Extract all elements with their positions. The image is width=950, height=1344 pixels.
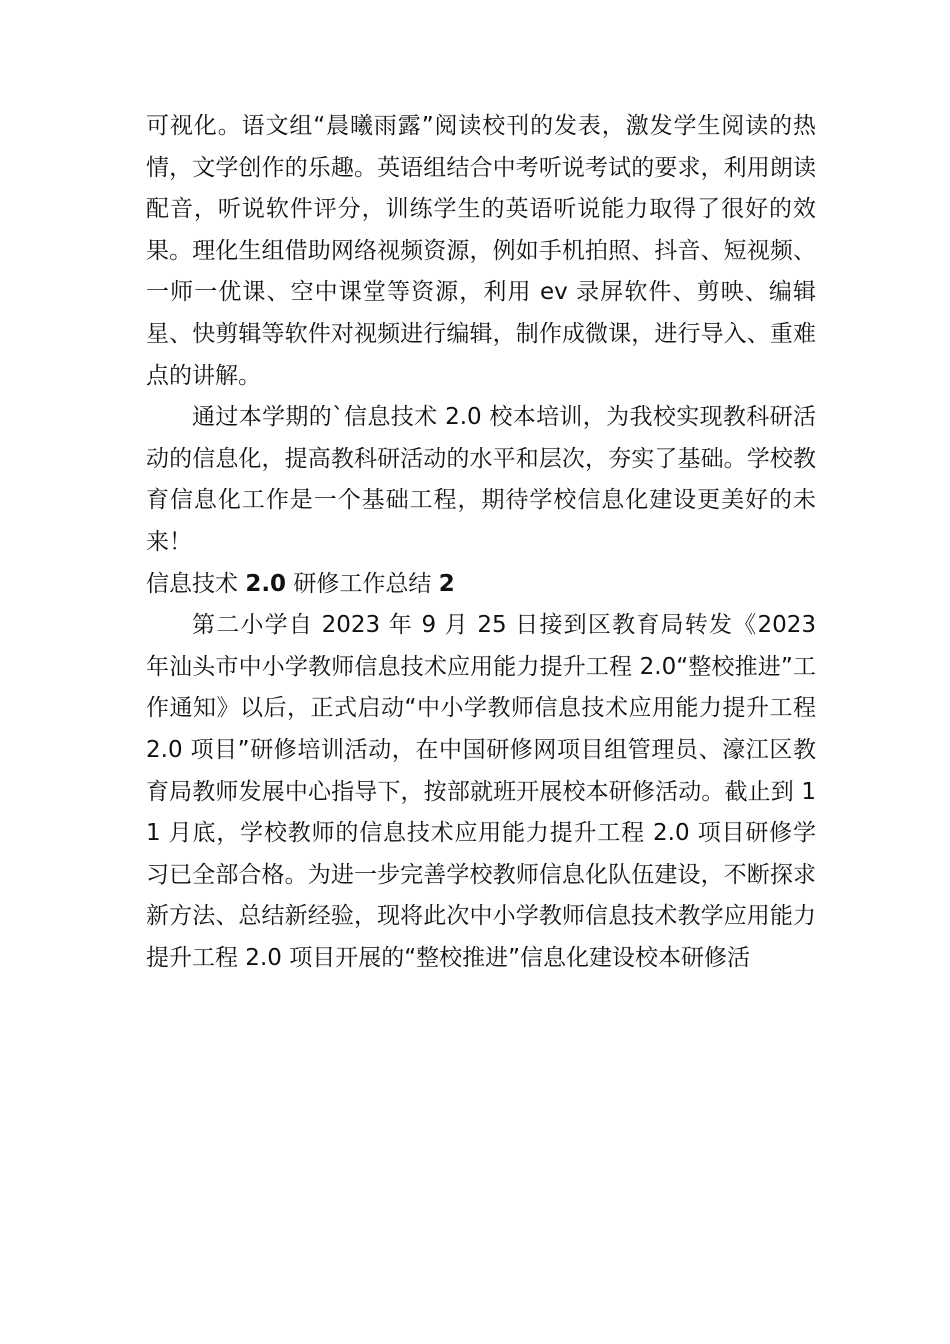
paragraph-conclusion: 通过本学期的`信息技术 2.0 校本培训，为我校实现教科研活动的信息化，提高教科研活动的水平和层次，夯实了基础。学校教育信息化工作是一个基础工程，期待学校信息化建设更美好的未来！ <box>146 404 816 555</box>
heading-number: 2 <box>438 570 455 597</box>
paragraph-continuation: 可视化。语文组“晨曦雨露”阅读校刊的发表，激发学生阅读的热情，文学创作的乐趣。英语组结合中考听说考试的要求，利用朗读配音，听说软件评分，训练学生的英语听说能力取得了很好的效果。理化生组借助网络视频资源，例如手机拍照、抖音、短视频、一师一优课、空中课堂等资源，利用 ev 录屏软件、剪映、编辑星、快剪辑等软件对视频进行编辑，制作成微课，进行导入、重难点的讲解。 <box>146 113 816 389</box>
paragraph-section-intro: 第二小学自 2023 年 9 月 25 日接到区教育局转发《2023 年汕头市中小学教师信息技术应用能力提升工程 2.0“整校推进”工作通知》以后，正式启动“中小学教师信息技术应用能力提升工程 2.0 项目”研修培训活动，在中国研修网项目组管理员、濠江区教育局教师发展中心指导下，按部就班开展校本研修活动。截止到 11 月底，学校教师的信息技术应用能力提升工程 2.0 项目研修学习已全部合格。为进一步完善学校教师信息化队伍建设，不断探求新方法、总结新经验，现将此次中小学教师信息技术教学应用能力提升工程 2.0 项目开展的“整校推进”信息化建设校本研修活 <box>146 612 816 971</box>
document-body <box>146 106 816 979</box>
heading-version: 2.0 <box>245 570 287 597</box>
heading-middle: 研修工作总结 <box>286 570 439 597</box>
section-heading <box>146 564 816 606</box>
heading-prefix: 信息技术 <box>146 570 246 597</box>
